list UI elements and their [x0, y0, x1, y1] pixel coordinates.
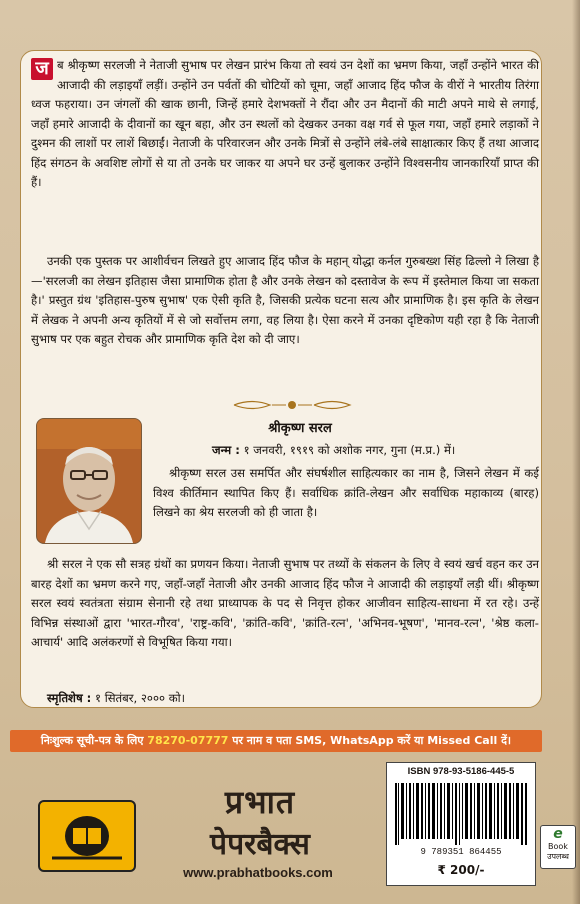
author-photo	[36, 418, 142, 544]
birth-label: जन्म :	[212, 443, 240, 457]
author-name: श्रीकृष्ण सरल	[268, 421, 332, 436]
ebook-label: Book	[548, 842, 568, 851]
birth-text: १ जनवरी, १९१९ को अशोक नगर, गुना (म.प्र.) में।	[243, 443, 456, 457]
promo-text-after: पर नाम व पता SMS, WhatsApp करें या Missed Call दें।	[228, 734, 512, 747]
ornament-divider	[232, 398, 352, 412]
author-portrait-image	[37, 419, 141, 543]
intro-paragraph-1	[31, 56, 539, 193]
catalogue-promo-banner	[10, 730, 542, 752]
intro-paragraph-2: उनकी एक पुस्तक पर आशीर्वचन लिखते हुए आजाद हिंद फौज के महान् योद्धा कर्नल गुरुबख्श सिंह ढिल्लो ने लिखा है—'सरलजी का लेखन इतिहास जैसा प्रामाणिक होता है और उनके लेखन को दस्तावेज के रूप में इस्तेमाल किया जा सकता है।' प्रस्तुत ग्रंथ 'इतिहास-पुरुष सुभाष' एक ऐसी कृति है, जिसकी प्रत्येक घटना सत्य और प्रामाणिक है। इस कृति के लेखन में लेखक ने अपनी अन्य कृतियों में से जो सर्वोत्तम लगा, वह लिया है। ऐसा करने में उनका दृष्टिकोण यही रहा है कि नेताजी सुभाष पर एक बहुत रोचक और प्रामाणिक कृति देश को दी जाए।	[31, 254, 539, 346]
ebook-badge	[540, 825, 576, 869]
author-paragraph-2: श्री सरल ने एक सौ सत्रह ग्रंथों का प्रणयन किया। नेताजी सुभाष पर तथ्यों के संकलन के लिए वे स्वयं खर्च वहन कर उन बारह देशों का भ्रमण करने गए, जहाँ-जहाँ नेताजी और उनकी आजाद हिंद फौज ने आजादी की लड़ाइयाँ लड़ी थीं। श्रीकृष्ण सरल स्वयं स्वतंत्रता संग्राम सेनानी रहे तथा प्राध्यापक के पद से निवृत्त होकर आजीवन साहित्य-साधना में रत रहे। उन्हें विभिन्न संस्थाओं द्वारा 'भारत-गौरव', 'राष्ट्र-कवि', 'क्रांति-कवि', 'क्रांति-रत्न', 'अभिनव-भूषण', 'मानव-रत्न', 'श्रेष्ठ कला-आचार्य' आदि अलंकरणों से विभूषित किया गया।	[31, 557, 539, 649]
author-paragraph-1: श्रीकृष्ण सरल उस समर्पित और संघर्षशील साहित्यकार का नाम है, जिसने लेखन में कई विश्व कीर्तिमान स्थापित किए हैं। सर्वाधिक क्रांति-लेखन और सर्वाधिक महाकाव्य (बारह) लिखने का श्रेय सरलजी को ही जाता है।	[153, 466, 539, 519]
publisher-name-line-2: पेपरबैक्स	[210, 827, 310, 862]
ebook-sub: उपलब्ध	[547, 852, 569, 861]
dropcap: ज	[31, 58, 53, 80]
ebook-e-icon: e	[553, 826, 563, 842]
author-birth	[212, 441, 532, 459]
price: ₹ 200/-	[437, 863, 485, 877]
publisher-logo	[38, 800, 136, 872]
isbn-number: ISBN 978-93-5186-445-5	[407, 766, 515, 777]
spine-shadow	[572, 0, 580, 904]
promo-phone-number: 78270-07777	[147, 734, 229, 747]
intro-paragraph-1-text: ब श्रीकृष्ण सरलजी ने नेताजी सुभाष पर लेखन प्रारंभ किया तो स्वयं उन देशों का भ्रमण किया, जहाँ उन्होंने भारत की आजादी की लड़ाइयाँ लड़ीं। उन्होंने उन पर्वतों की चोटियों को चूमा, जहाँ आजाद हिंद फौज के वीरों ने भारतीय तिरंगा ध्वज फहराया। उन जंगलों की खाक छानी, जिन्हें हमारे देशभक्तों ने रौंदा और उन मैदानों की माटी अपने माथे से लगाई, जहाँ हमारे आजादी के दीवानों का खून बहा, और उन स्थलों को देखकर उनका वक्ष गर्व से फूल गया, जहाँ हमारे लड़ाकों ने दुश्मन की लाशों पर लाशें बिछाईं। नेताजी के परिवारजन और उनके मित्रों से उन्होंने लंबे-लंबे साक्षात्कार किए हैं तथा आजाद हिंद संगठन के अवशिष्ट लोगों से या तो उनके घर जाकर या अपने घर उन्हें बुलाकर उन्होंने विश्वसनीय जानकारियाँ प्राप्त की हैं।	[31, 58, 539, 189]
barcode-block	[386, 762, 536, 886]
ornament-icon	[232, 398, 352, 412]
publisher-website: www.prabhatbooks.com	[183, 865, 333, 880]
publisher-name-line-1: प्रभात	[224, 783, 296, 821]
barcode-icon	[395, 783, 527, 845]
death-label: स्मृतिशेष :	[47, 691, 92, 705]
author-death	[47, 689, 185, 707]
book-logo-icon	[40, 802, 134, 870]
barcode-digits: 9 789351 864455	[420, 847, 502, 857]
death-text: १ सितंबर, २००० को।	[95, 691, 185, 705]
promo-text-before: निःशुल्क सूची-पत्र के लिए	[40, 734, 148, 747]
